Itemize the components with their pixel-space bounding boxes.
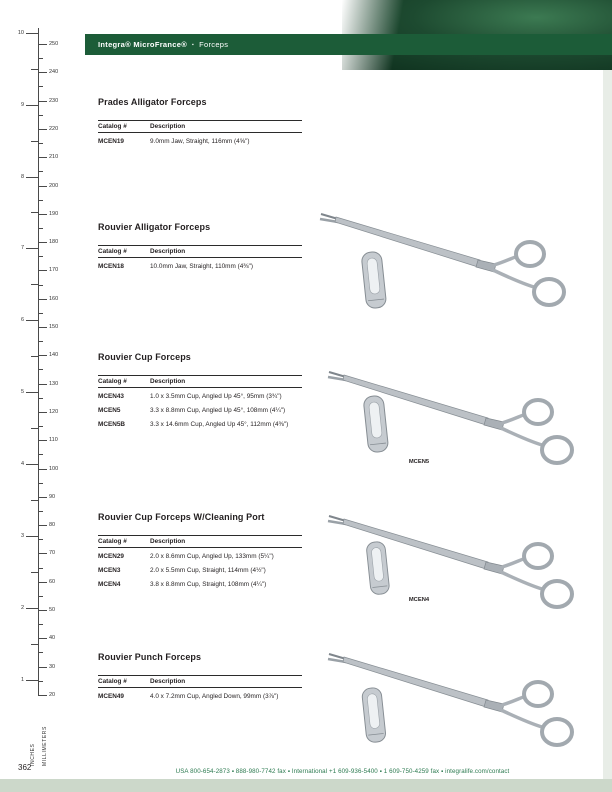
ruler-mm-minor-tick (38, 539, 43, 540)
ruler-inch-tick (26, 177, 38, 178)
product-section-rouvier-cup (98, 352, 304, 430)
ruler-mm-minor-tick (38, 369, 43, 370)
product-section-rouvier-cup-cleaning-port (98, 512, 304, 590)
ruler-inch-minor-tick (31, 141, 38, 142)
product-description: 10.0mm Jaw, Straight, 110mm (4⅜") (150, 262, 254, 270)
forceps-jaw-closeup (354, 394, 398, 461)
instrument-caption: MCEN4 (408, 597, 430, 603)
ruler-mm-minor-tick (38, 568, 43, 569)
ruler-mm-tick (38, 412, 47, 413)
product-table (98, 535, 302, 590)
ruler-mm-label: 20 (49, 691, 56, 698)
col-header-catalog: Catalog # (98, 248, 127, 255)
header-bar (85, 34, 612, 55)
ruler-mm-label: 210 (49, 154, 59, 161)
ruler-inch-label: 7 (20, 245, 24, 252)
ruler-mm-tick (38, 695, 47, 696)
header-bullet-icon: ▪ (192, 41, 195, 48)
product-description: 2.0 x 5.5mm Cup, Straight, 114mm (4½") (150, 566, 266, 574)
ruler-mm-label: 150 (49, 324, 59, 330)
product-description: 3.8 x 8.8mm Cup, Straight, 108mm (4¼") (150, 580, 267, 588)
ruler-mm-tick (38, 270, 47, 271)
catalog-number: MCEN43 (98, 392, 124, 400)
ruler-mm-tick (38, 384, 47, 385)
col-header-catalog: Catalog # (98, 538, 127, 545)
col-header-description: Description (150, 678, 186, 685)
ruler-mm-minor-tick (38, 426, 43, 427)
table-header-row (98, 535, 302, 548)
ruler-mm-label: 250 (49, 41, 59, 47)
catalog-number: MCEN29 (98, 552, 124, 560)
ruler-mm-tick (38, 214, 47, 215)
ruler-mm-minor-tick (38, 483, 43, 484)
ruler-mm-minor-tick (38, 86, 43, 87)
bottom-edge-strip (0, 779, 612, 792)
ruler-inch-label: 3 (20, 533, 24, 539)
col-header-description: Description (150, 248, 186, 255)
ruler-inch-label: 9 (20, 101, 24, 108)
table-row (98, 562, 302, 576)
ruler-mm-label: 30 (49, 663, 56, 670)
ruler-mm-minor-tick (38, 624, 43, 625)
ruler-inch-label: 1 (20, 676, 24, 683)
ruler-inch-tick (26, 320, 38, 321)
product-description: 4.0 x 7.2mm Cup, Angled Down, 99mm (3⅞") (150, 692, 279, 700)
product-table (98, 120, 302, 147)
product-table (98, 245, 302, 272)
ruler-mm-minor-tick (38, 681, 43, 682)
ruler-mm-tick (38, 667, 47, 668)
forceps-jaw-closeup (356, 540, 400, 603)
product-table (98, 675, 302, 702)
table-row (98, 402, 302, 416)
ruler-inch-minor-tick (31, 572, 38, 573)
product-section-rouvier-alligator (98, 222, 304, 272)
ruler-mm-label: 190 (49, 210, 59, 217)
ruler-mm-minor-tick (38, 313, 43, 314)
ruler-mm-tick (38, 157, 47, 158)
ruler-inch-label: 10 (17, 29, 24, 36)
ruler-mm-tick (38, 497, 47, 498)
table-header-row (98, 245, 302, 258)
ruler-mm-label: 80 (49, 522, 56, 529)
ruler-mm-label: 120 (49, 408, 59, 415)
ruler-inch-tick (26, 392, 38, 393)
col-header-description: Description (150, 123, 186, 130)
ruler-mm-label: 180 (49, 239, 59, 246)
col-header-description: Description (150, 538, 186, 545)
ruler-mm-tick (38, 72, 47, 73)
table-row (98, 576, 302, 590)
catalog-number: MCEN18 (98, 262, 124, 270)
ruler-mm-label: 110 (49, 437, 58, 444)
table-row (98, 388, 302, 402)
ruler-inch-label: 4 (20, 461, 24, 468)
table-row (98, 133, 302, 147)
ruler-mm-tick (38, 44, 47, 45)
ruler-inch-tick (26, 536, 38, 537)
product-description: 3.3 x 14.6mm Cup, Angled Up 45°, 112mm (4⅜") (150, 420, 289, 428)
ruler-mm-minor-tick (38, 652, 43, 653)
page-number: 362 (18, 763, 32, 772)
ruler-mm-tick (38, 186, 47, 187)
ruler-mm-label: 100 (49, 465, 59, 472)
ruler-mm-tick (38, 242, 47, 243)
ruler-mm-tick (38, 525, 47, 526)
ruler-inch-minor-tick (31, 500, 38, 501)
product-description: 9.0mm Jaw, Straight, 116mm (4⅝") (150, 137, 250, 145)
ruler-mm-minor-tick (38, 228, 43, 229)
ruler-mm-label: 50 (49, 607, 56, 613)
ruler-mm-minor-tick (38, 398, 43, 399)
product-description: 1.0 x 3.5mm Cup, Angled Up 45°, 95mm (3¾") (150, 392, 282, 400)
ruler-millimeters-caption: MILLIMETERS (42, 726, 48, 766)
ruler-mm-tick (38, 299, 47, 300)
ruler-mm-tick (38, 469, 47, 470)
col-header-catalog: Catalog # (98, 678, 127, 685)
ruler-mm-label: 220 (49, 125, 59, 132)
ruler-inch-minor-tick (31, 69, 38, 70)
table-header-row (98, 375, 302, 388)
ruler-mm-tick (38, 610, 47, 611)
product-section-rouvier-punch (98, 652, 304, 702)
ruler-inch-minor-tick (31, 356, 38, 357)
col-header-catalog: Catalog # (98, 378, 127, 385)
product-title: Rouvier Alligator Forceps (98, 222, 211, 232)
ruler-mm-minor-tick (38, 58, 43, 59)
ruler-inch-label: 6 (20, 317, 24, 324)
forceps-jaw-closeup (352, 250, 396, 317)
product-description: 2.0 x 8.6mm Cup, Angled Up, 133mm (5¼") (150, 552, 274, 560)
ruler-mm-minor-tick (38, 115, 43, 116)
ruler-inch-minor-tick (31, 284, 38, 285)
catalog-number: MCEN49 (98, 692, 124, 700)
brand-name: Integra® MicroFrance® (98, 40, 188, 49)
ruler-mm-tick (38, 638, 47, 639)
table-header-row (98, 675, 302, 688)
ruler-mm-minor-tick (38, 256, 43, 257)
ruler-mm-label: 200 (49, 182, 59, 189)
product-title: Rouvier Punch Forceps (98, 652, 202, 662)
ruler-mm-label: 60 (49, 578, 56, 585)
catalog-number: MCEN5 (98, 406, 121, 414)
ruler-inch-tick (26, 464, 38, 465)
table-row (98, 416, 302, 430)
product-title: Rouvier Cup Forceps W/Cleaning Port (98, 512, 265, 522)
ruler-mm-tick (38, 582, 47, 583)
product-title: Rouvier Cup Forceps (98, 352, 191, 362)
ruler-inch-tick (26, 105, 38, 106)
ruler-inch-minor-tick (31, 212, 38, 213)
col-header-catalog: Catalog # (98, 123, 127, 130)
header-section-name: Forceps (199, 40, 229, 49)
product-table (98, 375, 302, 430)
table-row (98, 548, 302, 562)
ruler-mm-tick (38, 101, 47, 102)
ruler-inches-caption: INCHES (30, 743, 36, 766)
ruler-mm-minor-tick (38, 454, 43, 455)
ruler-mm-label: 140 (49, 352, 59, 359)
ruler-inch-label: 5 (20, 389, 24, 396)
catalog-number: MCEN5B (98, 420, 125, 428)
catalog-number: MCEN4 (98, 580, 121, 588)
right-edge-strip (603, 70, 612, 779)
ruler-mm-minor-tick (38, 200, 43, 201)
ruler-inch-tick (26, 680, 38, 681)
ruler-mm-minor-tick (38, 596, 43, 597)
ruler-mm-label: 70 (49, 550, 56, 557)
ruler-mm-label: 130 (49, 380, 59, 387)
ruler-mm-label: 170 (49, 267, 59, 274)
ruler-mm-tick (38, 355, 47, 356)
ruler-mm-minor-tick (38, 341, 43, 342)
ruler-mm-tick (38, 440, 47, 441)
ruler-inch-minor-tick (31, 428, 38, 429)
ruler-mm-label: 40 (49, 635, 56, 642)
ruler-mm-minor-tick (38, 285, 43, 286)
product-title: Prades Alligator Forceps (98, 97, 207, 107)
ruler-inch-label: 2 (20, 604, 24, 611)
ruler-inch-tick (26, 608, 38, 609)
ruler-mm-tick (38, 553, 47, 554)
ruler-mm-label: 240 (49, 69, 59, 76)
ruler-inch-tick (26, 33, 38, 34)
ruler-mm-label: 90 (49, 493, 56, 500)
footer-contact-line: USA 800-654-2873 ▪ 888-980-7742 fax ▪ International +1 609-936-5400 ▪ 1 609-750-4259 fax ▪ integralife.com/contact (175, 768, 510, 775)
ruler-mm-minor-tick (38, 511, 43, 512)
table-row (98, 688, 302, 702)
table-row (98, 258, 302, 272)
ruler-mm-tick (38, 129, 47, 130)
ruler-mm-label: 230 (49, 97, 59, 104)
ruler-inch-label: 8 (20, 173, 24, 180)
col-header-description: Description (150, 378, 186, 385)
product-description: 3.3 x 8.8mm Cup, Angled Up 45°, 108mm (4¼") (150, 406, 286, 414)
ruler-inch-tick (26, 248, 38, 249)
forceps-jaw-closeup (352, 686, 396, 751)
catalog-number: MCEN3 (98, 566, 121, 574)
ruler-inch-minor-tick (31, 644, 38, 645)
catalog-number: MCEN19 (98, 137, 124, 145)
ruler-mm-minor-tick (38, 171, 43, 172)
instrument-caption: MCEN5 (408, 459, 430, 465)
measurement-ruler (0, 0, 64, 792)
ruler-mm-tick (38, 327, 47, 328)
ruler-mm-label: 160 (49, 295, 59, 302)
table-header-row (98, 120, 302, 133)
ruler-mm-minor-tick (38, 143, 43, 144)
product-section-prades-alligator (98, 97, 304, 147)
